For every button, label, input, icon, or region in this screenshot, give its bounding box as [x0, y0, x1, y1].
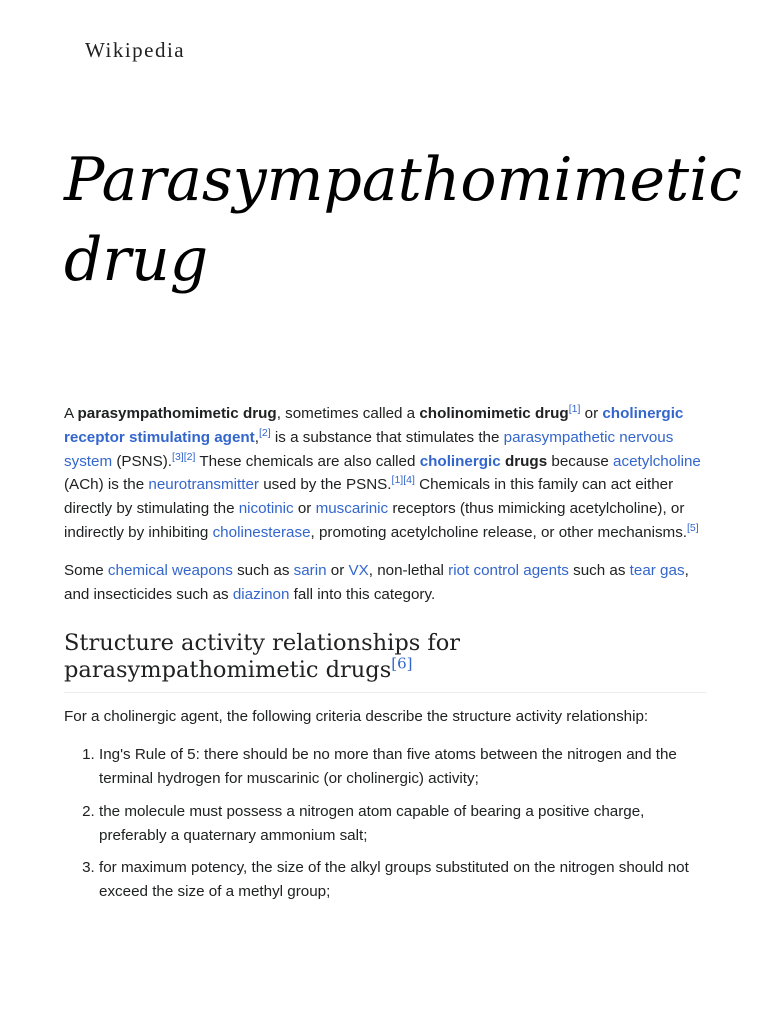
text: (ACh) is the — [64, 476, 149, 494]
link-neurotransmitter[interactable]: neurotransmitter — [148, 476, 259, 494]
text: or — [326, 561, 349, 579]
link-cholinesterase[interactable]: cholinesterase — [212, 523, 311, 541]
link-muscarinic[interactable]: muscarinic — [315, 500, 389, 518]
sar-criteria-list — [64, 743, 706, 904]
link-cholinergic[interactable] — [420, 453, 501, 470]
sar-intro: For a cholinergic agent, the following criteria describe the structure activity relationship: — [64, 708, 649, 726]
text: used by the PSNS. — [258, 476, 392, 494]
section-heading-sar — [64, 630, 706, 693]
text: , promoting acetylcholine release, or other mechanisms. — [310, 523, 688, 541]
text: such as — [568, 561, 630, 579]
bold-term: parasympathomimetic drug — [77, 405, 277, 422]
bold-link-text: cholinergic receptor stimulating agent — [64, 405, 684, 446]
text: because — [547, 452, 614, 470]
text: These chemicals are also called — [195, 452, 420, 470]
text: receptors (thus mimicking acetylcholine), or indirectly by inhibiting — [64, 500, 685, 541]
reference-link-1[interactable]: [1] — [391, 474, 404, 487]
article-body — [64, 402, 706, 913]
text: fall into this category. — [289, 585, 436, 603]
wikipedia-wordmark[interactable]: Wikipedia — [85, 38, 186, 62]
text: , and insecticides such as — [64, 561, 689, 603]
text: , — [254, 428, 259, 446]
section-heading-text: Structure activity relationships for parasympathomimetic drugs — [64, 630, 461, 684]
reference-link-2[interactable]: [2] — [258, 426, 271, 439]
text: such as — [232, 561, 294, 579]
text: , non-lethal — [368, 561, 449, 579]
page-title: Parasympathomimetic drug — [64, 145, 742, 295]
text: (PSNS). — [112, 452, 173, 470]
link-acetylcholine[interactable]: acetylcholine — [613, 452, 701, 470]
reference-link-3[interactable]: [3] — [172, 450, 184, 463]
text: or — [293, 500, 316, 518]
list-item: 3. for maximum potency, the size of the alkyl groups substituted on the nitrogen should not exceed the size of a methyl group; — [99, 856, 706, 904]
link-chemical-weapons[interactable]: chemical weapons — [107, 561, 233, 579]
reference-link-5[interactable]: [5] — [687, 521, 699, 534]
reference-link-4[interactable]: [4] — [403, 474, 415, 487]
bold-link-text: cholinergic — [419, 452, 501, 470]
reference-link-1[interactable]: [1] — [568, 402, 581, 415]
text: or — [580, 405, 603, 422]
text: , sometimes called a — [276, 405, 420, 422]
list-item: 2. the molecule must possess a nitrogen atom capable of bearing a positive charge, preferably a quaternary ammonium salt; — [99, 800, 706, 848]
text: Some — [64, 561, 108, 579]
link-diazinon[interactable]: diazinon — [232, 585, 290, 603]
bold-term: cholinomimetic drug — [419, 405, 569, 422]
lead-paragraph-1 — [64, 402, 706, 545]
text: is a substance that stimulates the — [270, 428, 504, 446]
list-item: 1. Ing's Rule of 5: there should be no more than five atoms between the nitrogen and the terminal hydrogen for muscarinic (or cholinergic) activity; — [99, 743, 706, 791]
reference-link-6[interactable]: [6] — [391, 654, 413, 673]
bold-term: drugs — [504, 452, 548, 470]
text: Chemicals in this family can act either directly by stimulating the — [64, 476, 674, 518]
link-sarin[interactable]: sarin — [293, 561, 327, 579]
link-vx[interactable]: VX — [348, 561, 369, 579]
link-tear-gas[interactable]: tear gas — [629, 561, 685, 579]
link-nicotinic[interactable]: nicotinic — [238, 500, 294, 518]
link-riot-control-agents[interactable]: riot control agents — [448, 561, 569, 579]
link-parasympathetic-nervous-system[interactable]: parasympathetic nervous system — [64, 428, 674, 470]
reference-link-2[interactable]: [2] — [183, 450, 196, 463]
text: A — [64, 405, 78, 422]
lead-paragraph-2 — [64, 559, 706, 607]
